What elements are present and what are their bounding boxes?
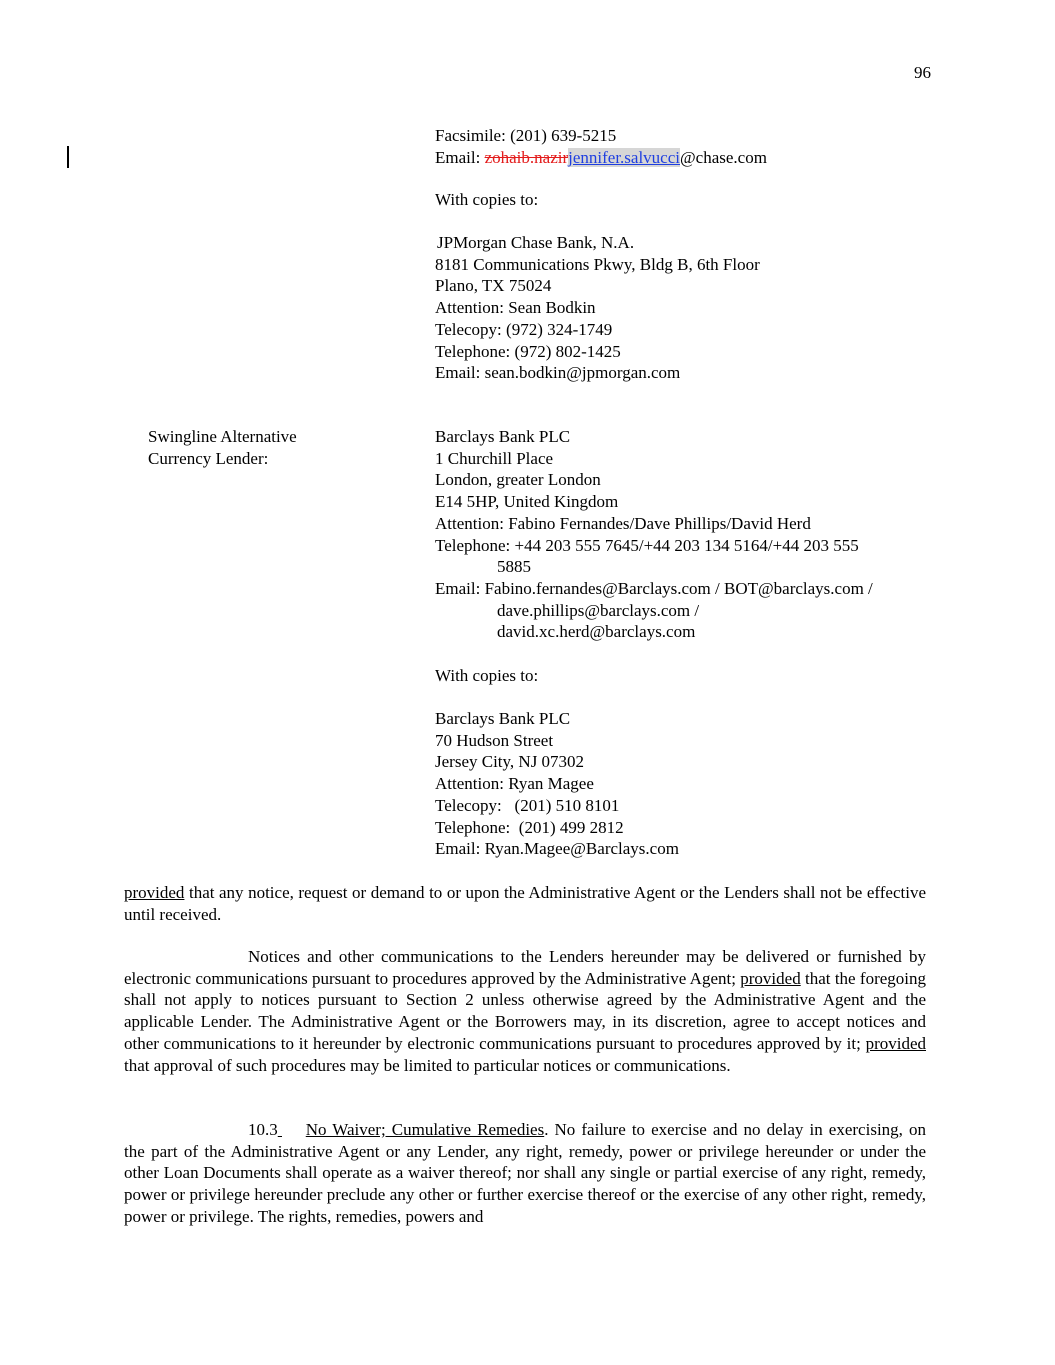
- address-line: 8181 Communications Pkwy, Bldg B, 6th Floor: [435, 254, 760, 274]
- provided-term: provided: [124, 883, 185, 902]
- page-number: 96: [914, 63, 931, 82]
- address-line: 70 Hudson Street: [435, 730, 554, 750]
- with-copies-label-2: [435, 665, 538, 687]
- copy-address-jpmorgan: [435, 232, 760, 384]
- email-continuation: david.xc.herd@barclays.com: [497, 622, 696, 642]
- copy-address-barclays: [435, 708, 679, 860]
- address-line: Jersey City, NJ 07302: [435, 752, 585, 772]
- paragraph-text: that any notice, request or demand to or upon the Administrative Agent or the Lenders shall not be effective until received.: [124, 883, 926, 924]
- electronic-notices-paragraph: [124, 946, 926, 1076]
- email-continuation: dave.phillips@barclays.com /: [497, 600, 700, 620]
- contact-block-barclays: [435, 426, 873, 643]
- telephone-line: Telephone: (201) 499 2812: [435, 817, 624, 837]
- paragraph-text: that approval of such procedures may be limited to particular notices or communications.: [124, 1055, 731, 1075]
- telephone-line: Telephone: (972) 802-1425: [435, 341, 621, 361]
- address-line: Plano, TX 75024: [435, 276, 552, 296]
- address-line: 1 Churchill Place: [435, 448, 554, 468]
- address-line: Barclays Bank PLC: [435, 427, 571, 446]
- deleted-text: zohaib.nazir: [484, 147, 569, 167]
- facsimile-line: Facsimile: (201) 639-5215: [435, 126, 617, 145]
- telephone-line: Telephone: +44 203 555 7645/+44 203 134 5164/+44 203 555: [435, 535, 859, 555]
- contact-block-chase: [435, 125, 767, 168]
- address-line: E14 5HP, United Kingdom: [435, 492, 619, 512]
- section-number: 10.3: [248, 1120, 278, 1139]
- attention-line: Attention: Fabino Fernandes/Dave Phillips/David Herd: [435, 513, 811, 533]
- telephone-continuation: 5885: [497, 557, 531, 577]
- address-line: JPMorgan Chase Bank, N.A.: [437, 233, 635, 252]
- email-line: Email: sean.bodkin@jpmorgan.com: [435, 363, 681, 383]
- section-10-3-paragraph: [124, 1119, 926, 1228]
- email-label: Email:: [435, 147, 485, 167]
- email-domain: @chase.com: [680, 147, 767, 167]
- label-line: Currency Lender:: [148, 448, 269, 468]
- telecopy-line: Telecopy: (201) 510 8101: [435, 795, 620, 815]
- section-heading: No Waiver; Cumulative Remedies: [305, 1120, 545, 1139]
- telecopy-line: Telecopy: (972) 324-1749: [435, 319, 613, 339]
- label-line: Swingline Alternative: [148, 427, 297, 446]
- provided-term: provided: [865, 1033, 926, 1053]
- attention-line: Attention: Sean Bodkin: [435, 298, 596, 318]
- paragraph-text: that the foregoing shall not apply to notices pursuant to Section 2 unless otherwise agreed by the Administrative Agent and the applicable Lender. The Administrative Agent or the Borrowers may, in its discretion, agree to accept notices and other communications to it hereunder by electronic communications pursuant to procedures approved by it;: [124, 968, 926, 1053]
- paragraph-text: Notices and other communications to the Lenders hereunder may be delivered or furnished by electronic communications pursuant to procedures approved by the Administrative Agent;: [124, 947, 926, 988]
- provided-term: provided: [740, 968, 801, 988]
- change-bar: [67, 146, 69, 168]
- address-line: Barclays Bank PLC: [435, 709, 571, 728]
- swingline-label: [148, 426, 297, 469]
- with-copies-text: With copies to:: [435, 666, 539, 685]
- email-line: Email: Ryan.Magee@Barclays.com: [435, 839, 679, 859]
- email-line: [435, 147, 767, 169]
- address-line: London, greater London: [435, 470, 601, 490]
- attention-line: Attention: Ryan Magee: [435, 774, 594, 794]
- paragraph-text: . No failure to exercise and no delay in exercising, on the part of the Administrative Agent or any Lender, any right, remedy, power or privilege hereunder or under the other Loan Documents shall operate as a waiver thereof; nor shall any single or partial exercise of any right, remedy, power or privilege hereunder preclude any other or further exercise thereof or the exercise of any other right, remedy, power or privilege. The rights, remedies, powers and: [124, 1120, 926, 1226]
- email-line: Email: Fabino.fernandes@Barclays.com / BOT@barclays.com /: [435, 578, 873, 598]
- with-copies-text: With copies to:: [435, 190, 539, 209]
- inserted-text: jennifer.salvucci: [568, 147, 680, 167]
- proviso-paragraph: [124, 882, 926, 925]
- with-copies-label-1: [435, 189, 538, 211]
